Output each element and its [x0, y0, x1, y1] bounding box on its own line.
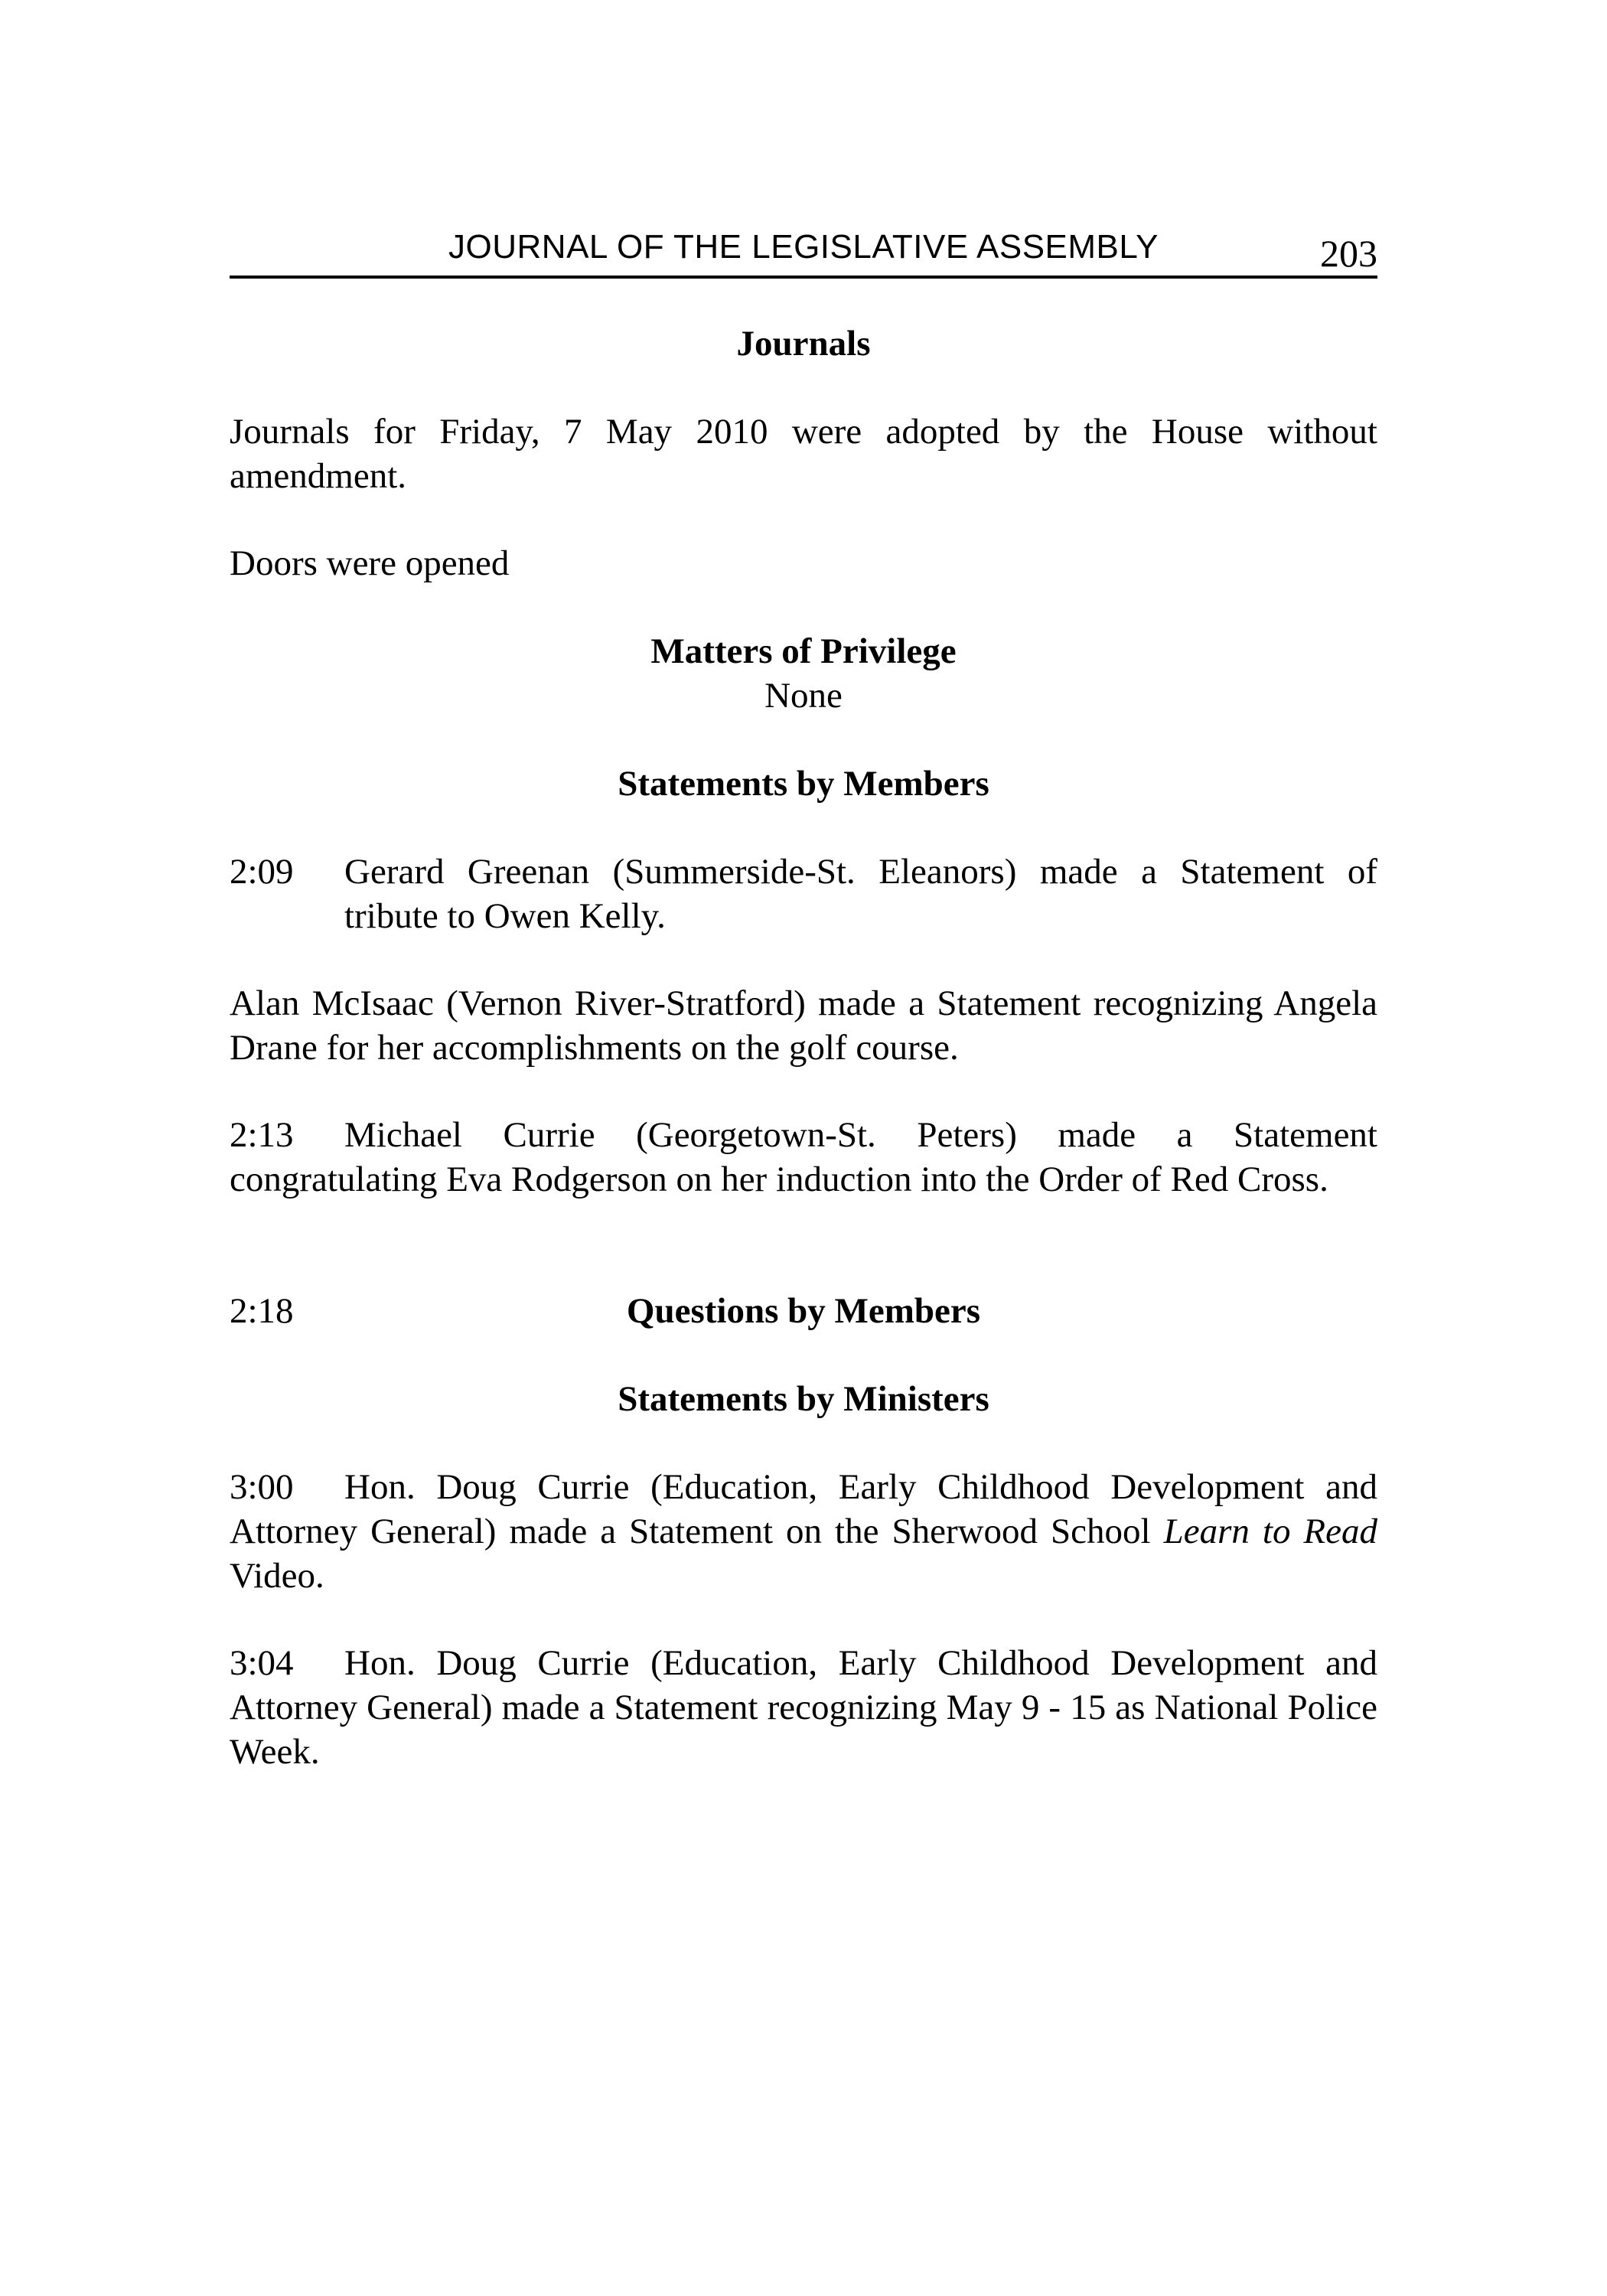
entry-time: 2:13	[230, 1115, 294, 1155]
entry-time: 3:04	[230, 1643, 294, 1683]
video-title: Learn to Read	[1163, 1512, 1378, 1551]
statements-members-heading: Statements by Members	[618, 764, 989, 804]
questions-row	[230, 1289, 1377, 1333]
entry-text-continued: congratulating Eva Rodgerson on her induction into the Order of Red Cross.	[230, 1159, 1328, 1199]
entry-text: Michael Currie (Georgetown-St. Peters) made a Statement	[344, 1115, 1377, 1155]
minister-statement-entry	[230, 1641, 1377, 1774]
page-number: 203	[1320, 232, 1377, 275]
page-header	[230, 223, 1377, 279]
minister-statement-entry	[230, 1465, 1377, 1598]
journals-paragraph: Journals for Friday, 7 May 2010 were adopted by the House without amendment.	[230, 412, 1377, 496]
questions-time: 2:18	[230, 1291, 294, 1331]
privilege-heading: Matters of Privilege	[650, 631, 957, 671]
member-statement-entry: Alan McIsaac (Vernon River-Stratford) made a Statement recognizing Angela Drane for her accomplishments on the golf course.	[230, 983, 1377, 1068]
entry-text: Hon. Doug Currie (Education, Early Childhood Development and Attorney General) made a Statement on the Sherwood School	[230, 1467, 1377, 1551]
entry-time: 3:00	[230, 1467, 294, 1507]
entry-text: Hon. Doug Currie (Education, Early Childhood Development and Attorney General) made a Statement recognizing May 9 - 15 as National Police Week.	[230, 1643, 1377, 1772]
entry-first-line	[230, 1113, 1377, 1157]
entry-text: Gerard Greenan (Summerside-St. Eleanors) made a Statement of tribute to Owen Kelly.	[344, 852, 1377, 936]
member-statement-entry	[230, 1113, 1377, 1202]
statements-ministers-heading: Statements by Ministers	[618, 1379, 989, 1419]
running-head: JOURNAL OF THE LEGISLATIVE ASSEMBLY	[448, 228, 1159, 266]
privilege-note: None	[764, 676, 843, 716]
journals-heading: Journals	[736, 324, 871, 364]
entry-time: 2:09	[230, 852, 294, 892]
entry-text-end: Video.	[230, 1556, 324, 1596]
doors-opened-text: Doors were opened	[230, 543, 510, 583]
member-statement-entry	[230, 850, 1377, 938]
questions-heading: Questions by Members	[626, 1291, 981, 1331]
